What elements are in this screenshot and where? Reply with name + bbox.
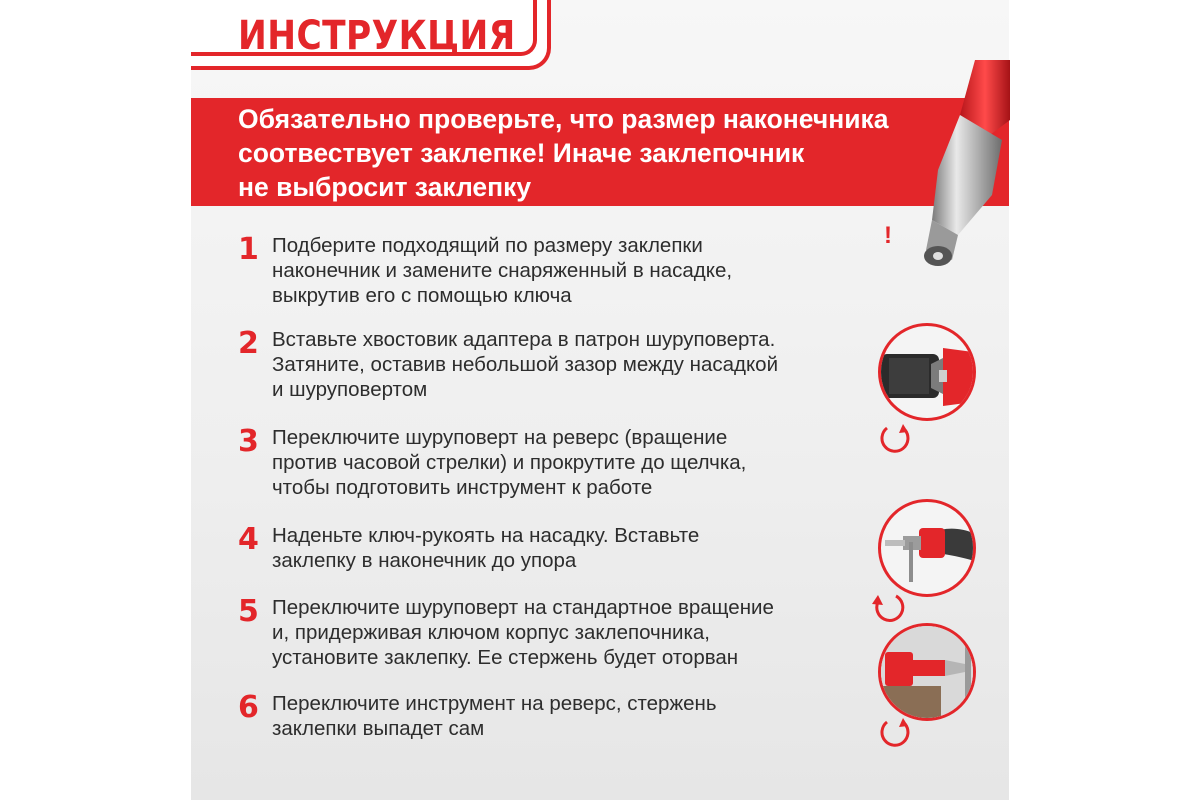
counterclockwise-rotation-icon [875, 714, 915, 754]
banner-line: соотвествует заклепке! Иначе заклепочник [238, 138, 805, 168]
step-text: Подберите подходящий по размеру заклепки наконечник и замените снаряженный в насадке, выкрутив его с помощью ключа [272, 234, 733, 307]
step-text: Переключите шуруповерт на стандартное вращение и, придерживая ключом корпус заклепочника, установите заклепку. Ее стержень будет оторван [272, 596, 774, 669]
step-number: 5 [238, 594, 259, 629]
warning-exclamation: ! [884, 222, 892, 249]
rivet-insertion-image [878, 499, 976, 597]
step-number: 6 [238, 690, 259, 725]
banner-line: Обязательно проверьте, что размер наконечника [238, 104, 889, 134]
clockwise-rotation-icon [868, 590, 908, 626]
step-text: Переключите шуруповерт на реверс (вращение против часовой стрелки) и прокрутите до щелчка, чтобы подготовить инструмент к работе [272, 426, 747, 499]
warning-banner-text [238, 102, 958, 204]
counterclockwise-rotation-icon [875, 420, 915, 460]
step-number: 4 [238, 522, 259, 557]
step-number: 1 [238, 232, 259, 267]
step-text: Переключите инструмент на реверс, стержень заклепки выпадет сам [272, 692, 717, 740]
step-text: Наденьте ключ-рукоять на насадку. Вставьте заклепку в наконечник до упора [272, 524, 700, 572]
step-number: 2 [238, 326, 259, 361]
step-number: 3 [238, 424, 259, 459]
riveter-nozzle-image [880, 60, 1010, 290]
page-title: ИНСТРУКЦИЯ [238, 13, 516, 59]
chuck-adapter-image [878, 323, 976, 421]
step-text: Вставьте хвостовик адаптера в патрон шуруповерта. Затяните, оставив небольшой зазор между насадкой и шуруповертом [272, 328, 779, 401]
rivet-installation-image [878, 623, 976, 721]
banner-line: не выбросит заклепку [238, 172, 532, 202]
